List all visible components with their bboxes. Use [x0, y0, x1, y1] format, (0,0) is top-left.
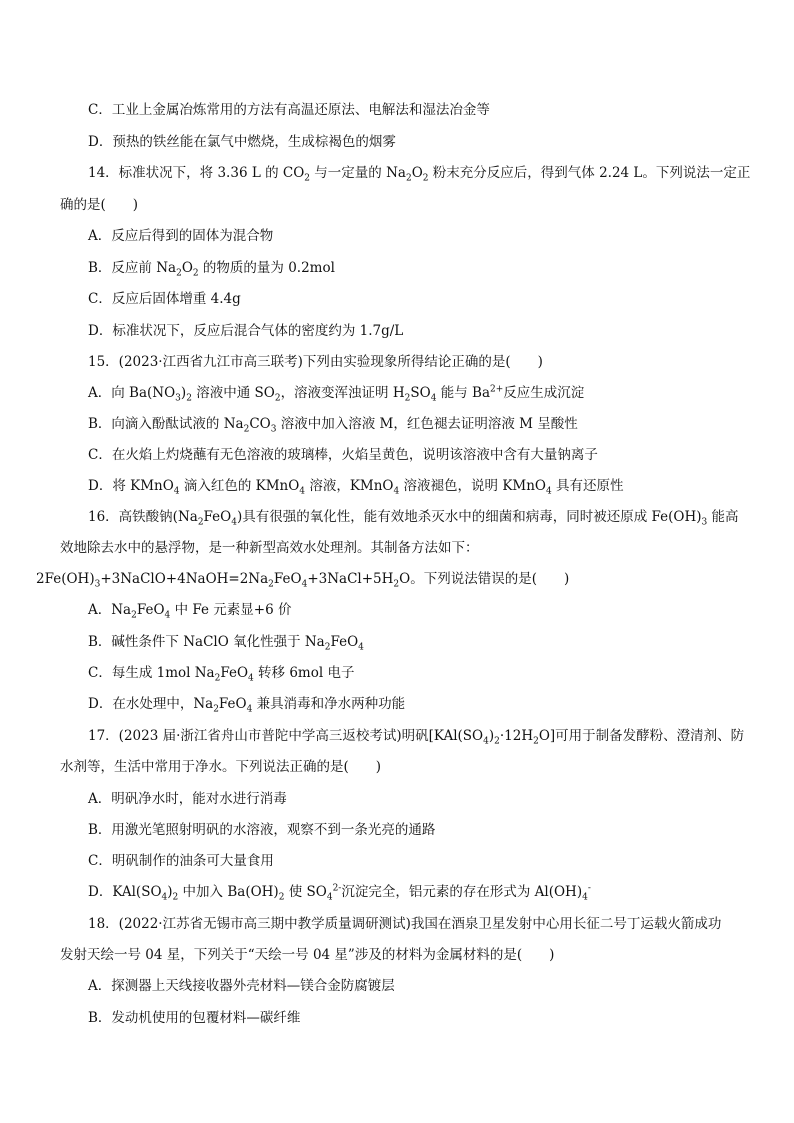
q17-option-c: C．明矾制作的油条可大量食用 [88, 853, 274, 869]
q15-option-d: D．将 KMnO$_4$ 滴入红色的 KMnO$_4$ 溶液，KMnO$_4$ 溶液褪色，说明 KMnO$_4$ 具有还原性 [88, 478, 624, 497]
q17-option-d: D．$KAl(SO_4)_2$ 中加入 $Ba(OH)_2$ 使 $SO_4^{2-}$沉淀完全，铝元素的存在形式为 $Al(OH)_4^-$ [88, 883, 591, 903]
q14-stem: 14．标准状况下，将 3.36 L 的 $CO_2$ 与一定量的 $Na_2O_2$ 粉末充分反应后，得到气体 2.24 L。下列说法一定正 [88, 165, 751, 184]
q17-option-b: B．用激光笔照射明矾的水溶液，观察不到一条光亮的通路 [88, 822, 436, 838]
q16-equation: $2Fe(OH)_3+3NaClO+4NaOH=2Na_2FeO_4+3NaCl+5H_2O$。下列说法错误的是( ) [36, 571, 570, 590]
q13-option-c: C．工业上金属冶炼常用的方法有高温还原法、电解法和湿法冶金等 [88, 102, 490, 118]
q18-stem-cont: 发射天绘一号 04 星，下列关于“天绘一号 04 星”涉及的材料为金属材料的是( ) [60, 947, 555, 963]
q16-option-a: A．$Na_2FeO_4$ 中 Fe 元素显+6 价 [88, 602, 292, 621]
q14-option-c: C．反应后固体增重 4.4g [88, 291, 241, 307]
q16-option-c: C．每生成 1mol $Na_2FeO_4$ 转移 6mol 电子 [88, 665, 355, 684]
q15-option-b: B．向滴入酚酞试液的 $Na_2CO_3$ 溶液中加入溶液 M，红色褪去证明溶液 M 呈酸性 [88, 416, 578, 435]
q18-stem: 18．(2022·江苏省无锡市高三期中教学质量调研测试)我国在酒泉卫星发射中心用长征二号丁运载火箭成功 [88, 916, 722, 932]
q17-stem-cont: 水剂等，生活中常用于净水。下列说法正确的是( ) [60, 759, 382, 775]
q16-stem-cont: 效地除去水中的悬浮物，是一种新型高效水处理剂。其制备方法如下： [60, 540, 479, 556]
q16-stem: 16．高铁酸钠$(Na_2FeO_4)$具有很强的氧化性，能有效地杀灭水中的细菌和病毒，同时被还原成 $Fe(OH)_3$ 能高 [88, 509, 739, 528]
q15-stem: 15．(2023·江西省九江市高三联考)下列由实验现象所得结论正确的是( ) [88, 354, 543, 370]
q18-option-b: B．发动机使用的包覆材料—碳纤维 [88, 1010, 301, 1026]
q14-option-a: A．反应后得到的固体为混合物 [88, 228, 274, 244]
q17-option-a: A．明矾净水时，能对水进行消毒 [88, 791, 287, 807]
q13-option-d: D．预热的铁丝能在氯气中燃烧，生成棕褐色的烟雾 [88, 134, 396, 150]
q18-option-a: A．探测器上天线接收器外壳材料—镁合金防腐镀层 [88, 978, 395, 994]
q14-option-d: D．标准状况下，反应后混合气体的密度约为 1.7g/L [88, 323, 404, 339]
q15-option-c: C．在火焰上灼烧蘸有无色溶液的玻璃棒，火焰呈黄色，说明该溶液中含有大量钠离子 [88, 447, 598, 463]
q16-option-b: B．碱性条件下 NaClO 氧化性强于 $Na_2FeO_4$ [88, 634, 364, 653]
q16-option-d: D．在水处理中，$Na_2FeO_4$ 兼具消毒和净水两种功能 [88, 696, 406, 715]
q17-stem: 17．(2023 届·浙江省舟山市普陀中学高三返校考试)明矾$[KAl(SO_4)_2\cdot 12H_2O]$可用于制备发酵粉、澄清剂、防 [88, 728, 745, 747]
q14-stem-cont: 确的是( ) [60, 197, 139, 213]
q15-option-a: A．向 $Ba(NO_3)_2$ 溶液中通 $SO_2$，溶液变浑浊证明 $H_2SO_4$ 能与 $Ba^{2+}$反应生成沉淀 [88, 384, 585, 404]
q14-option-b: B．反应前 $Na_2O_2$ 的物质的量为 0.2mol [88, 260, 335, 279]
